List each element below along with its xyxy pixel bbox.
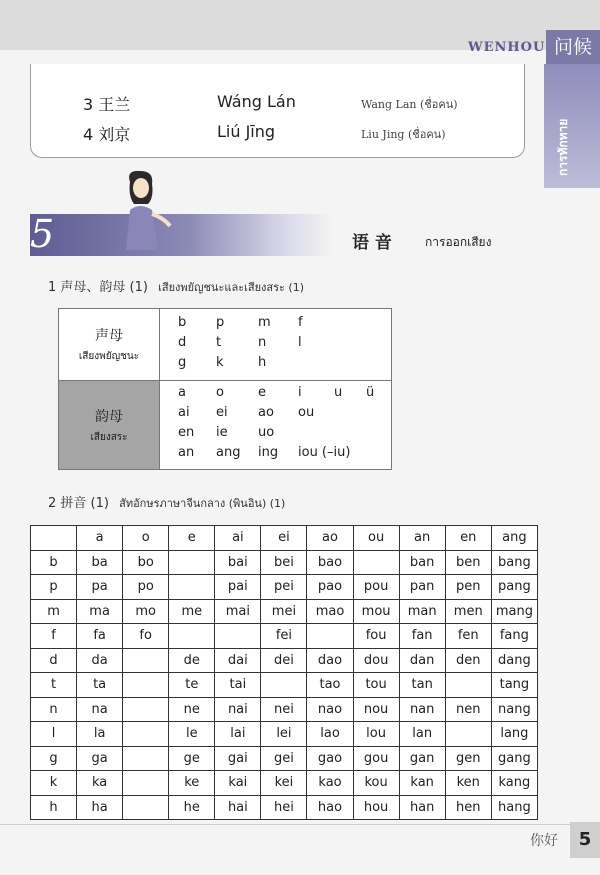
table-cell: dai	[215, 648, 261, 673]
table-cell: mai	[215, 599, 261, 624]
table-cell	[353, 550, 399, 575]
table-cell: bei	[261, 550, 307, 575]
table-cell: hou	[353, 795, 399, 820]
row-header-cell: d	[31, 648, 77, 673]
table-cell: ne	[169, 697, 215, 722]
table-row	[31, 722, 538, 747]
column-header-cell: an	[399, 526, 445, 551]
subheading-pinyin	[48, 492, 285, 512]
name-thai: Liu Jing (ชื่อคน)	[361, 128, 446, 141]
table-cell: nan	[399, 697, 445, 722]
table-cell: ta	[77, 673, 123, 698]
final: ou	[298, 405, 315, 420]
sound-table	[58, 308, 392, 470]
table-cell: pou	[353, 575, 399, 600]
table-cell: nen	[445, 697, 491, 722]
table-cell: den	[445, 648, 491, 673]
table-cell: nou	[353, 697, 399, 722]
table-cell: ga	[77, 746, 123, 771]
table-cell: nao	[307, 697, 353, 722]
table-cell	[169, 624, 215, 649]
section-title: 语 音	[352, 233, 392, 253]
table-cell: gei	[261, 746, 307, 771]
initial: f	[298, 314, 303, 330]
table-cell	[445, 673, 491, 698]
initials-label-cell	[59, 309, 160, 381]
table-cell: hao	[307, 795, 353, 820]
column-header-cell: a	[77, 526, 123, 551]
table-cell: na	[77, 697, 123, 722]
table-cell: bai	[215, 550, 261, 575]
final: ao	[258, 405, 274, 420]
table-cell: lang	[491, 722, 537, 747]
table-cell: hang	[491, 795, 537, 820]
column-header-cell: ou	[353, 526, 399, 551]
final: ü	[366, 385, 375, 400]
table-cell: ge	[169, 746, 215, 771]
row-header-cell: m	[31, 599, 77, 624]
table-cell: tang	[491, 673, 537, 698]
table-cell	[261, 673, 307, 698]
table-cell: gou	[353, 746, 399, 771]
table-cell: nai	[215, 697, 261, 722]
row-header-cell: t	[31, 673, 77, 698]
finals-label-cn: 韵母	[95, 408, 123, 425]
column-header-cell: e	[169, 526, 215, 551]
table-cell: kei	[261, 771, 307, 796]
final: a	[178, 385, 186, 400]
table-cell: kan	[399, 771, 445, 796]
final: o	[216, 385, 224, 400]
initial: k	[216, 354, 224, 370]
subheading-thai: เสียงพยัญชนะและเสียงสระ (1)	[158, 281, 304, 294]
subheading-tag: (1)	[90, 496, 109, 511]
table-cell: ben	[445, 550, 491, 575]
table-cell: lou	[353, 722, 399, 747]
pinyin-table	[30, 525, 538, 820]
initials-label-cn: 声母	[95, 328, 123, 344]
table-cell: dou	[353, 648, 399, 673]
header-title-cn: 问候	[546, 30, 600, 64]
final: ai	[178, 405, 190, 420]
initial: l	[298, 334, 302, 350]
table-cell: bo	[123, 550, 169, 575]
subheading-initials-finals	[48, 276, 304, 296]
table-cell: lan	[399, 722, 445, 747]
table-cell: da	[77, 648, 123, 673]
name-row	[31, 122, 524, 150]
finals-label-thai: เสียงสระ	[90, 431, 128, 443]
table-header-row	[31, 526, 538, 551]
footer-rule	[0, 824, 575, 825]
table-cell: ke	[169, 771, 215, 796]
page-number: 5	[570, 822, 600, 858]
table-cell: kang	[491, 771, 537, 796]
section-number: 5	[30, 212, 55, 256]
table-cell: dan	[399, 648, 445, 673]
name-pinyin: Liú Jīng	[217, 122, 276, 141]
column-header-cell: en	[445, 526, 491, 551]
table-cell: te	[169, 673, 215, 698]
table-cell: fang	[491, 624, 537, 649]
table-cell: ha	[77, 795, 123, 820]
name-pinyin: Wáng Lán	[217, 92, 296, 111]
initial: m	[258, 314, 271, 330]
final: en	[178, 425, 195, 440]
table-cell: pen	[445, 575, 491, 600]
table-cell: pa	[77, 575, 123, 600]
initials-values	[160, 309, 392, 381]
final: an	[178, 445, 195, 460]
table-cell: la	[77, 722, 123, 747]
table-cell: lai	[215, 722, 261, 747]
names-box	[30, 64, 525, 158]
table-cell	[123, 648, 169, 673]
table-row	[31, 575, 538, 600]
table-cell: po	[123, 575, 169, 600]
table-cell: fo	[123, 624, 169, 649]
table-cell: dei	[261, 648, 307, 673]
table-row	[31, 746, 538, 771]
table-cell: mou	[353, 599, 399, 624]
table-row	[31, 673, 538, 698]
table-cell: he	[169, 795, 215, 820]
subheading-label: 2 拼音	[48, 496, 87, 511]
table-cell	[307, 624, 353, 649]
footer-text: 你好	[530, 833, 558, 849]
row-header-cell: b	[31, 550, 77, 575]
initial: g	[178, 354, 187, 370]
column-header-cell: ao	[307, 526, 353, 551]
table-cell: ma	[77, 599, 123, 624]
column-header-cell: o	[123, 526, 169, 551]
table-cell	[169, 550, 215, 575]
table-cell	[123, 722, 169, 747]
name-row	[31, 92, 524, 120]
initial: t	[216, 334, 222, 350]
column-header-cell	[31, 526, 77, 551]
table-cell: fou	[353, 624, 399, 649]
table-cell: tan	[399, 673, 445, 698]
table-cell: hai	[215, 795, 261, 820]
initial: h	[258, 354, 267, 370]
table-cell	[123, 697, 169, 722]
table-cell: men	[445, 599, 491, 624]
table-cell: mei	[261, 599, 307, 624]
name-number: 4 刘京	[83, 125, 131, 144]
table-cell: ken	[445, 771, 491, 796]
row-header-cell: p	[31, 575, 77, 600]
table-cell: lei	[261, 722, 307, 747]
section-title-thai: การออกเสียง	[425, 235, 492, 249]
subheading-label: 1 声母、韵母	[48, 280, 126, 295]
table-cell: fa	[77, 624, 123, 649]
table-cell: kou	[353, 771, 399, 796]
subheading-thai: สัทอักษรภาษาจีนกลาง (พินอิน) (1)	[119, 497, 286, 510]
table-cell: pang	[491, 575, 537, 600]
table-cell: kao	[307, 771, 353, 796]
table-cell: gao	[307, 746, 353, 771]
table-row	[31, 624, 538, 649]
table-row	[31, 771, 538, 796]
table-cell: me	[169, 599, 215, 624]
table-cell: tou	[353, 673, 399, 698]
finals-values	[160, 381, 392, 470]
table-cell	[445, 722, 491, 747]
initial: b	[178, 314, 187, 330]
table-cell: fei	[261, 624, 307, 649]
table-cell: le	[169, 722, 215, 747]
table-cell: tao	[307, 673, 353, 698]
name-number: 3 王兰	[83, 95, 131, 114]
final: ie	[216, 425, 228, 440]
row-header-cell: h	[31, 795, 77, 820]
final: e	[258, 385, 266, 400]
finals-label-cell	[59, 381, 160, 470]
final: ing	[258, 445, 279, 460]
table-cell: pei	[261, 575, 307, 600]
initial: d	[178, 334, 187, 350]
column-header-cell: ei	[261, 526, 307, 551]
table-cell: mang	[491, 599, 537, 624]
table-cell: man	[399, 599, 445, 624]
final: i	[298, 385, 302, 400]
initials-label-thai: เสียงพยัญชนะ	[78, 351, 140, 362]
table-cell: tai	[215, 673, 261, 698]
side-tab	[544, 64, 600, 188]
table-row	[31, 599, 538, 624]
table-cell	[123, 673, 169, 698]
row-header-cell: k	[31, 771, 77, 796]
row-header-cell: f	[31, 624, 77, 649]
teacher-illustration	[112, 168, 172, 250]
table-cell: pan	[399, 575, 445, 600]
table-cell	[215, 624, 261, 649]
table-cell: dang	[491, 648, 537, 673]
initial: p	[216, 314, 225, 330]
final: u	[334, 385, 343, 400]
subheading-tag: (1)	[129, 280, 148, 295]
table-cell: de	[169, 648, 215, 673]
table-cell	[123, 746, 169, 771]
table-cell: ban	[399, 550, 445, 575]
table-cell: pai	[215, 575, 261, 600]
table-cell: kai	[215, 771, 261, 796]
table-cell	[123, 771, 169, 796]
table-row	[31, 795, 538, 820]
table-cell: gan	[399, 746, 445, 771]
table-cell: fen	[445, 624, 491, 649]
table-cell: hen	[445, 795, 491, 820]
name-thai: Wang Lan (ชื่อคน)	[361, 98, 458, 111]
row-header-cell: l	[31, 722, 77, 747]
table-row	[31, 648, 538, 673]
table-cell: han	[399, 795, 445, 820]
header-title-en: WENHOU	[468, 40, 546, 55]
initial: n	[258, 334, 267, 350]
table-cell: dao	[307, 648, 353, 673]
table-cell: nang	[491, 697, 537, 722]
final: ei	[216, 405, 228, 420]
table-cell: bang	[491, 550, 537, 575]
table-cell: mo	[123, 599, 169, 624]
table-cell: fan	[399, 624, 445, 649]
table-cell: gai	[215, 746, 261, 771]
column-header-cell: ang	[491, 526, 537, 551]
final: iou (–iu)	[298, 445, 351, 460]
table-cell: mao	[307, 599, 353, 624]
table-cell: ka	[77, 771, 123, 796]
table-cell: nei	[261, 697, 307, 722]
column-header-cell: ai	[215, 526, 261, 551]
row-header-cell: n	[31, 697, 77, 722]
table-row	[31, 550, 538, 575]
final: uo	[258, 425, 275, 440]
table-cell: pao	[307, 575, 353, 600]
table-cell: gen	[445, 746, 491, 771]
side-tab-label: การทักทาย	[556, 118, 570, 176]
table-cell	[169, 575, 215, 600]
table-cell: gang	[491, 746, 537, 771]
table-cell: lao	[307, 722, 353, 747]
table-cell: hei	[261, 795, 307, 820]
table-cell	[123, 795, 169, 820]
table-row	[31, 697, 538, 722]
table-cell: ba	[77, 550, 123, 575]
row-header-cell: g	[31, 746, 77, 771]
final: ang	[216, 445, 241, 460]
table-cell: bao	[307, 550, 353, 575]
